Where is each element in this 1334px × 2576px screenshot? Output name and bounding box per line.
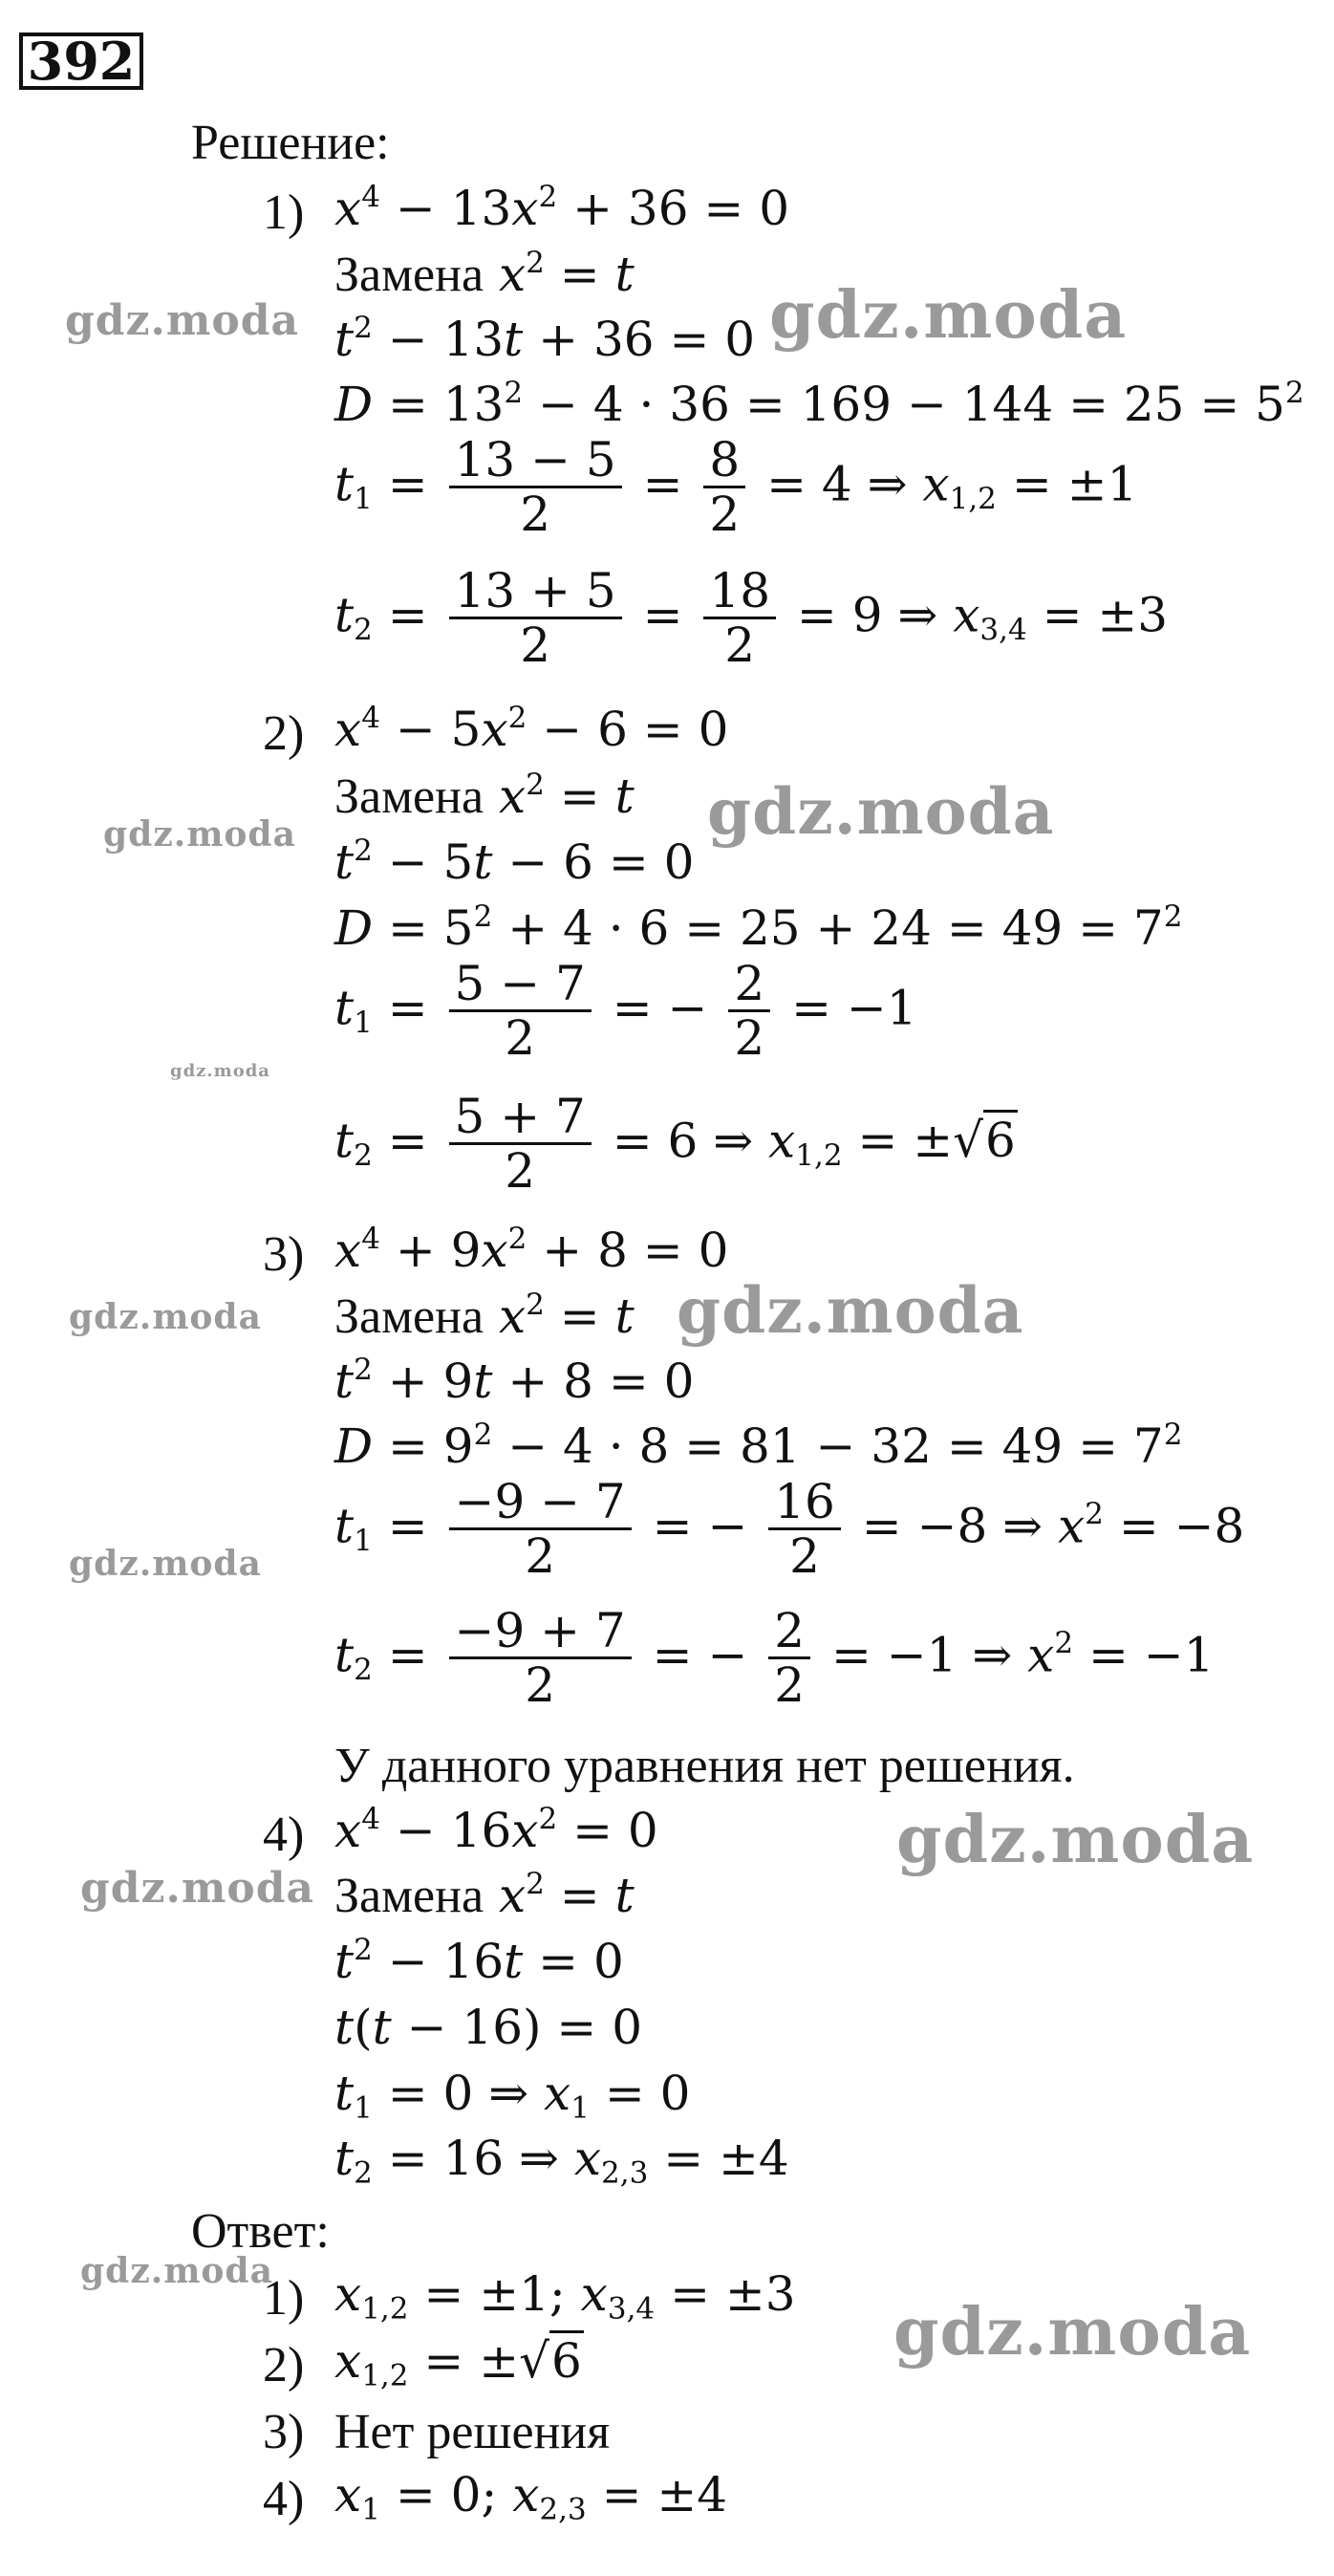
answer-line: $x_{1,2} = \pm 1$; $x_{3,4} = \pm 3$ bbox=[334, 2266, 796, 2327]
equation: $x^4 + 9x^2 + 8 = 0$ bbox=[334, 1221, 729, 1278]
problem-number: 392 bbox=[19, 32, 143, 90]
substitution-line: Замена $x^2 = t$ bbox=[334, 245, 635, 302]
equation: $x^4 - 16x^2 = 0$ bbox=[334, 1801, 658, 1858]
root-line: $t_1 = 0$ ⇒ $x_1 = 0$ bbox=[334, 2066, 691, 2126]
solution-heading: Решение: bbox=[191, 116, 390, 170]
no-solution-text: У данного уравнения нет решения. bbox=[334, 1739, 1075, 1793]
fraction: $\frac{2}{2}$ bbox=[768, 1606, 810, 1712]
equation: $t^2 - 5t - 6 = 0$ bbox=[334, 833, 695, 890]
root-line: $t_1$ = $\frac{-9 - 7}{2}$ = − $\frac{16}{2}$ = −8 ⇒ $x^2 = -8$ bbox=[334, 1474, 1245, 1584]
discriminant: $D = 13^2 - 4 \cdot 36 = 169 - 144 = 25 = 5^2$ bbox=[334, 375, 1304, 432]
part-label: 4) bbox=[263, 1808, 305, 1862]
watermark: gdz.moda bbox=[69, 1297, 262, 1337]
watermark: gdz.moda bbox=[769, 277, 1128, 354]
substitution-word: Замена bbox=[334, 769, 484, 824]
fraction: $\frac{13 + 5}{2}$ bbox=[449, 566, 622, 672]
answer-label: 4) bbox=[263, 2472, 305, 2526]
substitution-line: Замена $x^2 = t$ bbox=[334, 767, 635, 824]
part-label: 2) bbox=[263, 706, 305, 761]
watermark: gdz.moda bbox=[896, 1802, 1255, 1878]
watermark: gdz.moda bbox=[707, 774, 1055, 849]
fraction: $\frac{13 - 5}{2}$ bbox=[449, 435, 622, 541]
root-line: $t_2$ = $\frac{13 + 5}{2}$ = $\frac{18}{2}$ = 9 ⇒ $x_{3,4} = \pm 3$ bbox=[334, 563, 1169, 673]
equation: $t^2 + 9t + 8 = 0$ bbox=[334, 1352, 695, 1409]
equation: $x^4 - 13x^2 + 36 = 0$ bbox=[334, 179, 790, 236]
watermark: gdz.moda bbox=[103, 814, 296, 855]
root-line: $t_2$ = $\frac{-9 + 7}{2}$ = − $\frac{2}{2}$ = −1 ⇒ $x^2 = -1$ bbox=[334, 1603, 1215, 1713]
fraction: $\frac{-9 - 7}{2}$ bbox=[449, 1477, 632, 1583]
equation: $t^2 - 13t + 36 = 0$ bbox=[334, 310, 756, 367]
fraction: $\frac{8}{2}$ bbox=[703, 435, 745, 541]
substitution-word: Замена bbox=[334, 248, 484, 302]
watermark: gdz.moda bbox=[170, 1061, 270, 1081]
root-line: $t_2$ = $\frac{5 + 7}{2}$ = 6 ⇒ $x_{1,2} = \pm√6$ bbox=[334, 1089, 1016, 1199]
answer-line: $x_1 = 0$; $x_{2,3} = \pm 4$ bbox=[334, 2467, 728, 2527]
fraction: $\frac{2}{2}$ bbox=[728, 959, 770, 1065]
discriminant: $D = 5^2 + 4 \cdot 6 = 25 + 24 = 49 = 7^2$ bbox=[334, 898, 1183, 956]
answer-label: 3) bbox=[263, 2405, 305, 2459]
part-label: 3) bbox=[263, 1227, 305, 1282]
answer-label: 1) bbox=[263, 2271, 305, 2326]
fraction: $\frac{16}{2}$ bbox=[768, 1477, 841, 1583]
square-root: √6 bbox=[953, 1116, 1018, 1164]
part-label: 1) bbox=[263, 185, 305, 240]
substitution-line: Замена $x^2 = t$ bbox=[334, 1866, 635, 1923]
watermark: gdz.moda bbox=[677, 1273, 1024, 1348]
answer-text: Нет решения bbox=[334, 2405, 611, 2459]
watermark: gdz.moda bbox=[893, 2294, 1252, 2370]
fraction: $\frac{5 - 7}{2}$ bbox=[449, 959, 592, 1065]
root-line: $t_1$ = $\frac{13 - 5}{2}$ = $\frac{8}{2}$ = 4 ⇒ $x_{1,2} = \pm 1$ bbox=[334, 432, 1138, 542]
fraction: $\frac{18}{2}$ bbox=[703, 566, 776, 672]
equation: $t^2 - 16t = 0$ bbox=[334, 1932, 624, 1989]
discriminant: $D = 9^2 - 4 \cdot 8 = 81 - 32 = 49 = 7^2$ bbox=[334, 1417, 1183, 1474]
root-line: $t_1$ = $\frac{5 - 7}{2}$ = − $\frac{2}{2}$ = −1 bbox=[334, 956, 917, 1066]
substitution-line: Замена $x^2 = t$ bbox=[334, 1287, 635, 1344]
equation: t(t − 16) = 0 bbox=[334, 2000, 643, 2055]
fraction: $\frac{-9 + 7}{2}$ bbox=[449, 1606, 632, 1712]
square-root: √6 bbox=[519, 2337, 584, 2385]
answer-label: 2) bbox=[263, 2338, 305, 2392]
substitution-word: Замена bbox=[334, 1289, 484, 1344]
answer-heading: Ответ: bbox=[191, 2204, 330, 2259]
root-line: $t_2 = 16$ ⇒ $x_{2,3} = \pm 4$ bbox=[334, 2131, 789, 2191]
watermark: gdz.moda bbox=[69, 1544, 262, 1584]
watermark: gdz.moda bbox=[80, 1864, 315, 1913]
answer-line: $x_{1,2} = \pm√6$ bbox=[334, 2337, 584, 2385]
watermark: gdz.moda bbox=[65, 296, 300, 345]
fraction: $\frac{5 + 7}{2}$ bbox=[449, 1092, 592, 1198]
equation: $x^4 - 5x^2 - 6 = 0$ bbox=[334, 700, 729, 757]
substitution-word: Замена bbox=[334, 1869, 484, 1923]
watermark: gdz.moda bbox=[80, 2251, 273, 2291]
